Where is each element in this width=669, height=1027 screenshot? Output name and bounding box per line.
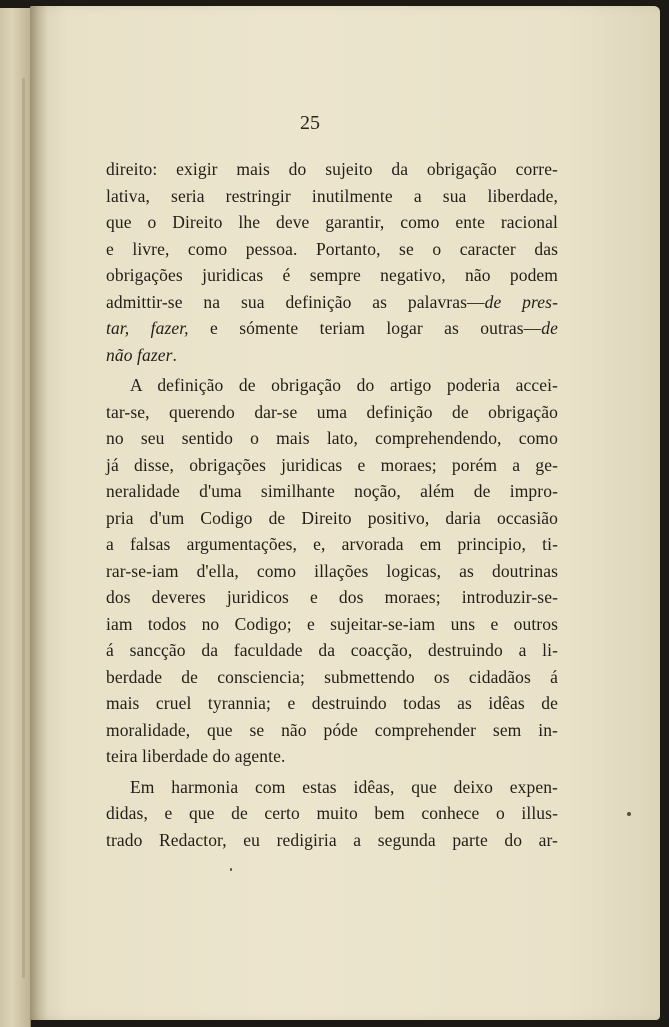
text-line — [106, 236, 558, 263]
text-line — [106, 611, 558, 638]
text-line — [106, 399, 558, 426]
text-line — [106, 372, 558, 399]
book-page — [30, 6, 660, 1020]
text-line — [106, 558, 558, 585]
text-segment: berdade de consciencia; submettendo os cidadãos á — [106, 666, 558, 687]
text-line — [106, 637, 558, 664]
text-segment: lativa, seria restringir inutilmente a sua liberdade, — [106, 185, 558, 206]
paper-speck — [627, 812, 631, 816]
text-line — [106, 156, 558, 183]
text-segment: mais cruel tyrannia; e destruindo todas as idêas de — [106, 693, 558, 713]
text-segment: Em harmonia com estas idêas, que deixo expen- — [130, 776, 558, 797]
text-line — [106, 584, 558, 611]
text-segment: moralidade, que se não póde comprehender sem in- — [106, 719, 558, 740]
text-line — [106, 452, 558, 479]
body-text — [106, 156, 558, 853]
text-line — [106, 425, 558, 452]
text-segment: didas, e que de certo muito bem conhece o illus- — [106, 803, 558, 823]
text-line — [106, 664, 558, 691]
text-segment: trado Redactor, eu redigiria a segunda parte do ar- — [106, 829, 558, 850]
text-segment: rar-se-iam d'ella, como illações logicas, as doutrinas — [106, 560, 558, 581]
text-segment: iam todos no Codigo; e sujeitar-se-iam uns e outros — [106, 613, 558, 634]
text-line — [106, 209, 558, 236]
italic-text: tar, fazer, — [106, 318, 189, 338]
text-segment: pria d'um Codigo de Direito positivo, daria occasião — [106, 507, 558, 528]
text-segment: no seu sentido o mais lato, comprehendendo, como — [106, 428, 558, 448]
previous-page-edge — [0, 8, 31, 1027]
text-segment: que o Direito lhe deve garantir, como ente racional — [106, 212, 558, 232]
text-segment: teira liberdade do agente. — [106, 746, 286, 766]
text-segment: admittir-se na sua definição as palavras— — [106, 291, 485, 312]
text-line — [106, 690, 558, 717]
text-line — [106, 800, 558, 827]
text-line — [106, 478, 558, 505]
italic-text: de pres- — [484, 291, 559, 312]
page-edge-shadow — [22, 78, 25, 978]
paragraph — [106, 774, 558, 854]
text-segment: a falsas argumentações, e, arvorada em principio, ti- — [106, 534, 558, 554]
page-number: 25 — [300, 112, 320, 134]
text-line — [106, 531, 558, 558]
text-segment: e livre, como pessoa. Portanto, se o caracter das — [106, 238, 558, 259]
text-line — [106, 262, 558, 289]
text-line — [106, 315, 558, 342]
text-line — [106, 774, 558, 801]
text-line — [106, 743, 558, 770]
text-line — [106, 289, 558, 316]
text-line — [106, 183, 558, 210]
text-line — [106, 342, 558, 369]
text-line — [106, 505, 558, 532]
text-segment: tar-se, querendo dar-se uma definição de obrigação — [106, 401, 558, 422]
text-segment: direito: exigir mais do sujeito da obrigação corre- — [106, 159, 558, 179]
text-segment: á sancção da faculdade da coacção, destruindo a li- — [106, 640, 558, 660]
text-segment: neralidade d'uma similhante noção, além de impro- — [106, 481, 558, 501]
paragraph — [106, 372, 558, 770]
italic-text: não fazer — [106, 344, 173, 365]
text-segment: e sómente teriam logar as outras— — [188, 318, 542, 338]
text-segment: obrigações juridicas é sempre negativo, não podem — [106, 265, 558, 285]
paper-speck — [230, 868, 232, 871]
text-line — [106, 717, 558, 744]
text-segment: A definição de obrigação do artigo poderia accei- — [130, 375, 558, 395]
spine-shadow — [30, 6, 48, 1020]
paragraph — [106, 156, 558, 368]
italic-text: de — [541, 318, 558, 338]
text-segment: dos deveres juridicos e dos moraes; introduzir-se- — [106, 587, 558, 607]
text-segment: já disse, obrigações juridicas e moraes; porém a ge- — [106, 454, 558, 475]
text-line — [106, 827, 558, 854]
text-segment: . — [172, 344, 178, 365]
